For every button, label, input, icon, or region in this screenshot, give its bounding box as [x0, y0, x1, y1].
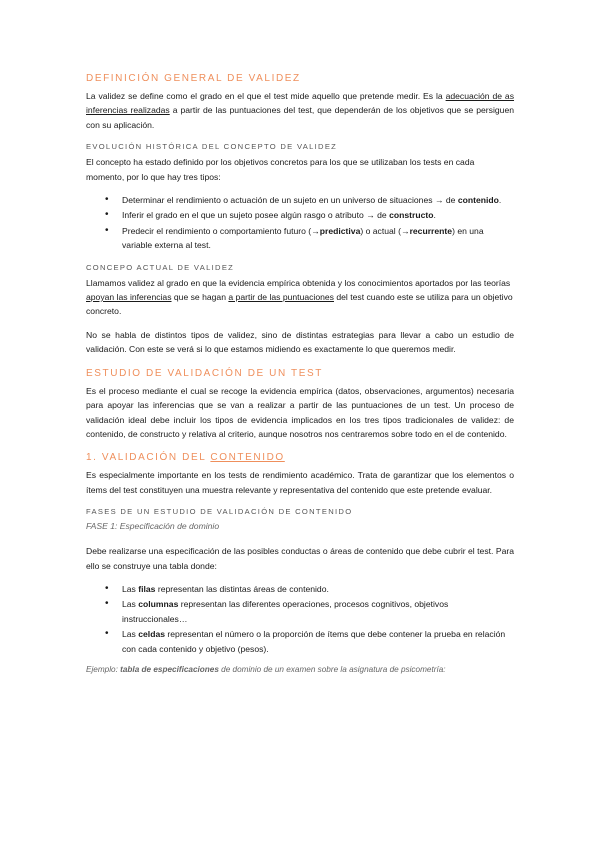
paragraph-evolucion-intro: El concepto ha estado definido por los objetivos concretos para los que se utilizaban los tests en cada momento, por lo que hay tres tipos: [86, 157, 475, 182]
heading-definicion-general: DEFINICIÓN GENERAL DE VALIDEZ [86, 73, 301, 84]
paragraph-concepto-actual [86, 276, 514, 319]
list-item [122, 597, 514, 626]
heading-estudio-validacion: ESTUDIO DE VALIDACIÓN DE UN TEST [86, 367, 323, 379]
heading-evolucion-historica: EVOLUCIÓN HISTÓRICA DEL CONCEPTO DE VALIDEZ [86, 142, 338, 152]
bold-term: celdas [138, 629, 166, 640]
list-item [122, 208, 514, 222]
text-fragment: de dominio de un examen sobre la asignatura de psicometría: [218, 664, 446, 674]
text-fragment: del test cuando este se utiliza para un objetivo concreto. [86, 292, 513, 317]
text-fragment: representan las diferentes operaciones, procesos cognitivos, objetivos instruccionales… [122, 599, 449, 624]
list-item [122, 582, 514, 596]
text-fragment: que se hagan [171, 292, 229, 303]
heading-fases-estudio: FASES DE UN ESTUDIO DE VALIDACIÓN DE CONTENIDO [86, 507, 353, 517]
bold-term: recurrente [409, 225, 453, 236]
underlined-text: adecuación de as inferencias realizadas [86, 91, 515, 116]
text-fragment: ) en una variable externa al test. [122, 225, 484, 251]
text-fragment: representan el número o la proporción de ítems que debe contener la prueba en relación con cada contenido y objetivo (pesos). [122, 629, 506, 654]
paragraph-especificacion: Debe realizarse una especificación de las posibles conductas o áreas de contenido que debe cubrir el test. Para ello se construye una tabla donde: [86, 546, 514, 571]
text-fragment: Las [122, 629, 139, 640]
heading-concepto-actual: CONCEPO ACTUAL DE VALIDEZ [86, 262, 235, 272]
example-caption [86, 665, 514, 674]
text-fragment: . [433, 210, 436, 221]
text-fragment: Las [122, 599, 139, 610]
bold-term: columnas [138, 599, 179, 610]
text-fragment: Determinar el rendimiento o actuación de un sujeto en un universo de situaciones → de [122, 195, 458, 206]
text-fragment: representan las distintas áreas de contenido. [155, 583, 329, 594]
list-item [122, 224, 514, 253]
text-fragment: La validez se define como el grado en el que el test mide aquello que pretende medir. Es la [86, 91, 446, 101]
underlined-text: apoyan las inferencias [86, 292, 172, 303]
list-tipos-validez [86, 193, 514, 253]
bold-term: constructo [389, 210, 434, 221]
list-tabla-elementos [86, 582, 514, 656]
heading-validacion-contenido [86, 451, 514, 464]
underlined-text: a partir de las puntuaciones [228, 292, 334, 303]
paragraph-estudio-validacion: Es el proceso mediante el cual se recoge la evidencia empírica (datos, observaciones, argumentos) necesaria para apoyar las inferencias que se van a realizar a partir de las puntuaciones de un test. Un proceso de validación ideal debe incluir los tipos de evidencia implicados en los tres tipos tradicionales de validez: de contenido, de constructo y relativa al criterio, aunque nosotros nos centraremos sobre todo en el de contenido. [86, 385, 514, 439]
paragraph-estrategias: No se habla de distintos tipos de validez, sino de distintas estrategias para llevar a cabo un estudio de validación. Con este se verá si lo que estamos midiendo es exactamente lo que queremos medir. [86, 329, 514, 355]
text-fragment: ) o actual (→ [360, 225, 410, 236]
text-fragment: Las [122, 583, 139, 594]
bold-term: tabla de especificaciones [120, 664, 219, 674]
paragraph-definicion [86, 89, 514, 132]
bold-term: filas [138, 583, 156, 594]
paragraph-validacion-contenido: Es especialmente importante en los tests de rendimiento académico. Trata de garantizar que los elementos o ítems del test constituyen una muestra relevante y representativa del contenido que este pretende evaluar. [86, 470, 514, 495]
subheading-fase-1: FASE 1: Especificación de dominio [86, 521, 220, 532]
text-fragment: Llamamos validez al grado en que la evidencia empírica obtenida y los conocimientos aportados por las teorías [86, 277, 511, 288]
text-fragment: a partir de las puntuaciones del test, que dependerán de los objetivos que se persiguen con su aplicación. [86, 105, 514, 130]
text-fragment: Ejemplo: [86, 664, 121, 674]
text-fragment: Predecir el rendimiento o comportamiento futuro (→ [122, 225, 320, 236]
list-item [122, 193, 514, 207]
bold-term: predictiva [319, 225, 361, 236]
bold-term: contenido [457, 195, 499, 206]
text-fragment: 1. VALIDACIÓN DEL [86, 452, 211, 464]
underlined-text: CONTENIDO [210, 452, 285, 464]
list-item [122, 627, 514, 656]
text-fragment: . [498, 195, 502, 206]
text-fragment: Inferir el grado en el que un sujeto posee algún rasgo o atributo → de [122, 210, 390, 221]
